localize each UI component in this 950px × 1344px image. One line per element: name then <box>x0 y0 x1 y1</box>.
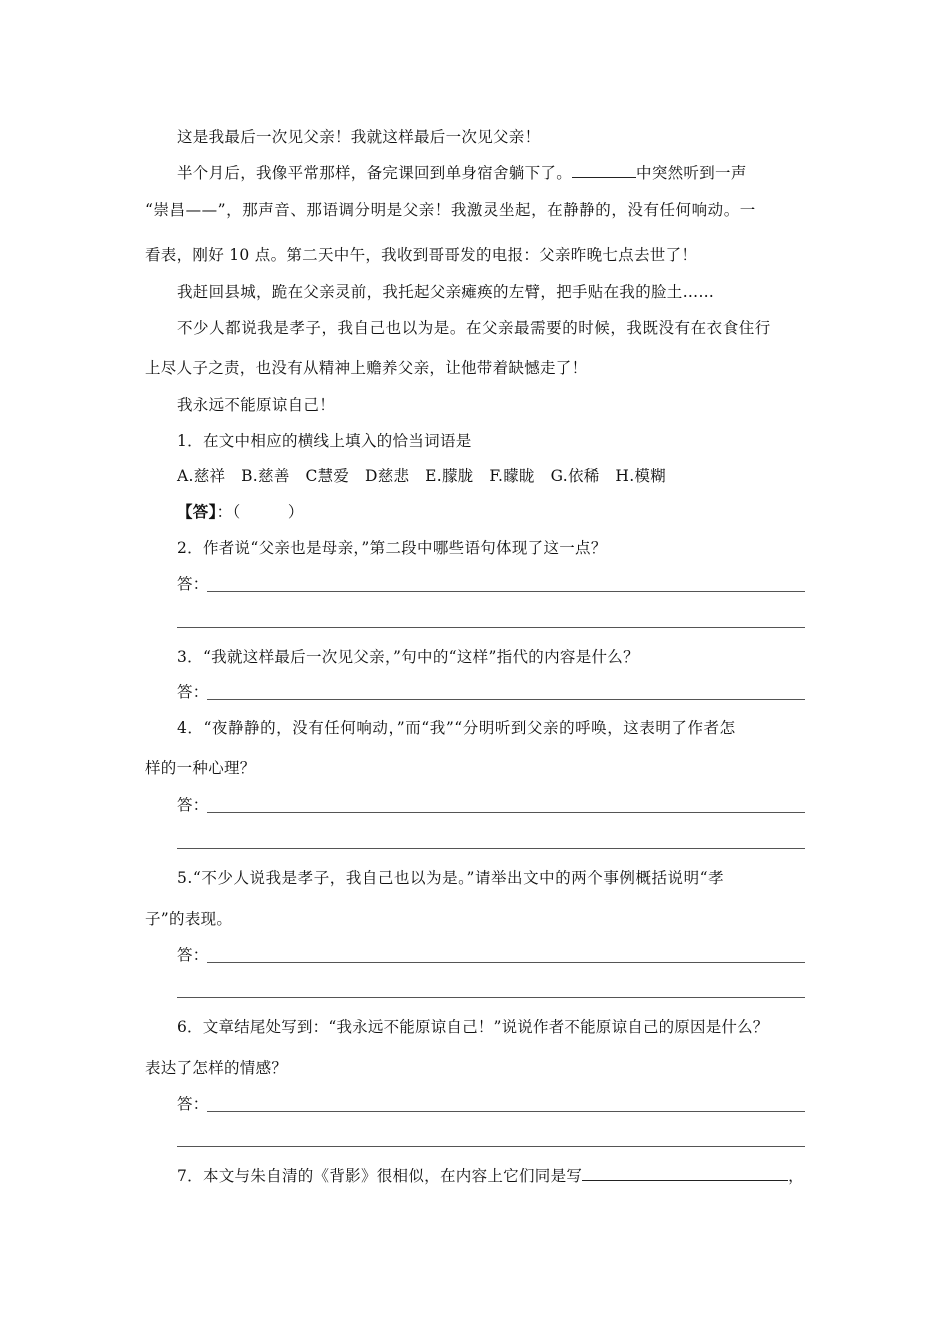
passage-paragraph-2-line-3: 看表，刚好 10 点。第二天中午，我收到哥哥发的电报：父亲昨晚七点去世了！ <box>145 246 698 264</box>
question-6-line-2: 表达了怎样的情感？ <box>145 1059 288 1077</box>
answer-line[interactable] <box>177 1146 805 1147</box>
answer-line[interactable] <box>177 997 805 998</box>
question-4-line-1: 4．“夜静静的，没有任何响动，”而“我”“分明听到父亲的呼唤，这表明了作者怎 <box>177 719 736 737</box>
question-3: 3．“我就这样最后一次见父亲，”句中的“这样”指代的内容是什么？ <box>177 648 639 666</box>
passage-paragraph-4-line-1: 不少人都说我是孝子，我自己也以为是。在父亲最需要的时候，我既没有在衣食住行 <box>177 319 771 337</box>
fill-in-blank[interactable] <box>572 163 636 178</box>
fill-in-blank[interactable] <box>582 1166 788 1181</box>
question-5-line-1: 5.“不少人说我是孝子，我自己也以为是。”请举出文中的两个事例概括说明“孝 <box>177 869 725 887</box>
passage-text: 半个月后，我像平常那样，备完课回到单身宿舍躺下了。 <box>177 164 573 182</box>
answer-label: 答： <box>177 683 209 701</box>
question-2: 2．作者说“父亲也是母亲，”第二段中哪些语句体现了这一点？ <box>177 539 607 557</box>
question-4-line-2: 样的一种心理？ <box>145 759 256 777</box>
answer-line[interactable] <box>207 591 805 592</box>
question-7-comma: ， <box>788 1167 804 1185</box>
answer-label: 答： <box>177 575 209 593</box>
answer-label-bold: 【答】 <box>177 502 217 521</box>
answer-line[interactable] <box>207 962 805 963</box>
question-1: 1．在文中相应的横线上填入的恰当词语是 <box>177 432 472 450</box>
passage-paragraph-4-line-2: 上尽人子之责，也没有从精神上赡养父亲，让他带着缺憾走了！ <box>145 359 588 377</box>
passage-text: 中突然听到一声 <box>636 164 747 182</box>
answer-label: 答： <box>177 796 209 814</box>
answer-line[interactable] <box>207 699 805 700</box>
question-5-line-2: 子”的表现。 <box>145 910 233 928</box>
answer-label: 答： <box>177 946 209 964</box>
passage-paragraph-3: 我赶回县城，跪在父亲灵前，我托起父亲瘫痪的左臂，把手贴在我的脸土…… <box>177 283 715 301</box>
passage-paragraph-2-line-2: “崇昌——”，那声音、那语调分明是父亲！我激灵坐起，在静静的，没有任何响动。一 <box>145 201 756 219</box>
question-1-options: A.慈祥 B.慈善 C慧爱 D慈悲 E.朦胧 F.矇眬 G.依稀 H.模糊 <box>177 467 667 485</box>
passage-paragraph-2-line-1 <box>177 163 747 183</box>
answer-line[interactable] <box>207 812 805 813</box>
question-7 <box>177 1166 804 1186</box>
answer-line[interactable] <box>177 848 805 849</box>
answer-line[interactable] <box>207 1111 805 1112</box>
passage-paragraph-1: 这是我最后一次见父亲！我就这样最后一次见父亲！ <box>177 128 541 146</box>
answer-label: 答： <box>177 1095 209 1113</box>
answer-parentheses[interactable]: ：（ ） <box>216 503 304 521</box>
question-7-text: 7．本文与朱自清的《背影》很相似，在内容上它们同是写 <box>177 1167 583 1185</box>
passage-paragraph-5: 我永远不能原谅自己！ <box>177 396 336 414</box>
question-6-line-1: 6．文章结尾处写到：“我永远不能原谅自己！”说说作者不能原谅自己的原因是什么？ <box>177 1018 769 1036</box>
answer-line[interactable] <box>177 627 805 628</box>
question-1-answer <box>177 502 304 522</box>
